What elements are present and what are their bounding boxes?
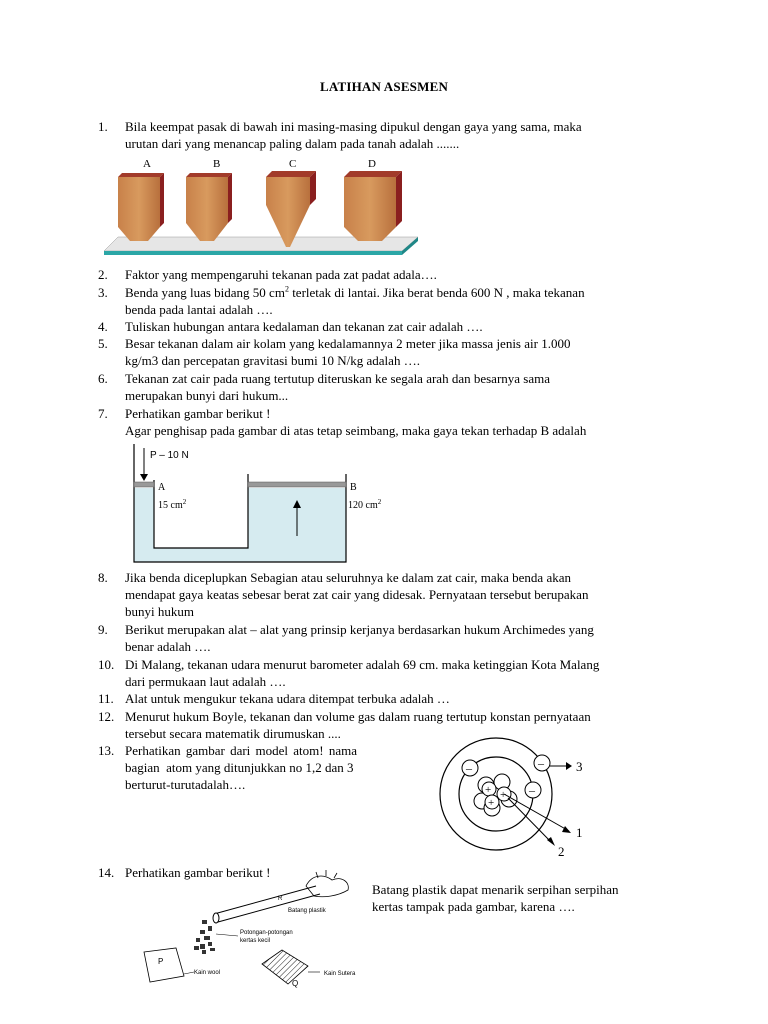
pieces-pointer bbox=[216, 934, 238, 936]
question-text: bunyi hukum bbox=[125, 604, 194, 619]
question-text: urutan dari yang menancap paling dalam pada tanah adalah ....... bbox=[125, 136, 460, 151]
question-text: tersebut secara matematik dirumuskan .... bbox=[125, 726, 341, 741]
question-text: Agar penghisap pada gambar di atas tetap seimbang, maka gaya tekan terhadap B adalah bbox=[125, 423, 587, 438]
electron-sign: – bbox=[538, 756, 544, 770]
silk-label: Kain Sutera bbox=[324, 971, 356, 977]
question-text: Alat untuk mengukur tekana udara ditempat terbuka adalah … bbox=[125, 691, 450, 706]
paper-pieces bbox=[194, 920, 215, 954]
question-number: 2. bbox=[98, 267, 108, 282]
peg-label: D bbox=[368, 158, 376, 170]
question-text: Di Malang, tekanan udara menurut barometer adalah 69 cm. maka ketinggian Kota Malang bbox=[125, 657, 600, 672]
question-text: Menurut hukum Boyle, tekanan dan volume gas dalam ruang tertutup konstan pernyataan bbox=[125, 709, 591, 724]
force-label: P – 10 N bbox=[150, 450, 189, 461]
pegs-figure bbox=[100, 155, 420, 263]
question-number: 4. bbox=[98, 319, 108, 334]
question-text: Bila keempat pasak di bawah ini masing-masing dipukul dengan gaya yang sama, maka bbox=[125, 119, 582, 134]
question-text: Jika benda diceplupkan Sebagian atau seluruhnya ke dalam zat cair, maka benda akan bbox=[125, 570, 571, 585]
rod-label-r: R bbox=[278, 896, 283, 902]
hydraulic-press-figure bbox=[128, 444, 398, 568]
question-number: 5. bbox=[98, 336, 108, 351]
rod-label: Batang plastik bbox=[288, 908, 326, 914]
question-number: 1. bbox=[98, 119, 108, 134]
question-text: kg/m3 dan percepatan gravitasi bumi 10 N/kg adalah …. bbox=[125, 353, 420, 368]
question-number: 12. bbox=[98, 709, 115, 724]
proton-sign: + bbox=[500, 789, 507, 801]
question-number: 7. bbox=[98, 406, 108, 421]
question-text: benda pada lantai adalah …. bbox=[125, 302, 273, 317]
question-number: 11. bbox=[98, 691, 114, 706]
question-number: 6. bbox=[98, 371, 108, 386]
proton-sign: + bbox=[485, 784, 492, 796]
atom-label-1: 1 bbox=[576, 825, 583, 840]
peg-label: C bbox=[289, 158, 297, 170]
atom-label-3: 3 bbox=[576, 759, 583, 774]
peg-c bbox=[266, 171, 316, 247]
proton-sign: + bbox=[488, 797, 495, 809]
peg-b bbox=[186, 173, 232, 241]
question-text: berturut-turutadalah…. bbox=[125, 777, 246, 792]
question-14-description bbox=[372, 881, 702, 915]
peg-a bbox=[118, 173, 164, 241]
wool-label: Kain wool bbox=[194, 970, 221, 976]
question-number: 10. bbox=[98, 657, 115, 672]
cloth-label-p: P bbox=[158, 957, 164, 966]
hand bbox=[306, 876, 348, 897]
pointer-2-head bbox=[547, 837, 555, 846]
question-number: 8. bbox=[98, 570, 108, 585]
question-text: Perhatikan gambar berikut ! bbox=[125, 865, 271, 880]
question-text: Batang plastik dapat menarik serpihan serpihan bbox=[372, 882, 619, 897]
pointer-1-head bbox=[562, 826, 571, 833]
cloth-label-q: Q bbox=[292, 979, 299, 988]
question-text: mendapat gaya keatas sebesar berat zat cair yang didesak. Pernyataan tersebut berupakan bbox=[125, 587, 589, 602]
atom-model-figure bbox=[430, 736, 590, 860]
force-arrowhead bbox=[140, 474, 148, 481]
pieces-label: Potongan-potongan bbox=[240, 930, 293, 936]
piston-b-area: 120 $cm^2$ bbox=[348, 498, 382, 511]
plastic-rod-figure bbox=[128, 868, 368, 1003]
wool-cloth bbox=[144, 948, 184, 982]
question-text: Perhatikan gambar berikut ! bbox=[125, 406, 271, 421]
peg-label: B bbox=[213, 158, 221, 170]
question-number: 14. bbox=[98, 865, 115, 880]
wool-pointer bbox=[184, 972, 194, 974]
pointer-1 bbox=[504, 794, 569, 831]
rod-end bbox=[213, 913, 219, 923]
peg-label: A bbox=[143, 158, 151, 170]
pointer-3-head bbox=[566, 762, 572, 770]
atom-label-2: 2 bbox=[558, 844, 565, 859]
pieces-label: kertas kecil bbox=[240, 938, 271, 944]
question-number: 9. bbox=[98, 622, 108, 637]
peg-d bbox=[344, 171, 402, 241]
question-number: 13. bbox=[98, 743, 115, 758]
question-text: Perhatikan gambar dari model atom! nama bbox=[125, 743, 358, 758]
question-text: benar adalah …. bbox=[125, 639, 211, 654]
superscript: 2 bbox=[284, 284, 289, 294]
question-text: Besar tekanan dalam air kolam yang kedalamannya 2 meter jika massa jenis air 1.000 bbox=[125, 336, 571, 351]
electron-sign: – bbox=[529, 783, 535, 797]
question-text: terletak di lantai. Jika berat benda 600 N , maka tekanan bbox=[288, 285, 585, 300]
piston-a bbox=[134, 482, 154, 487]
container-inner-wall bbox=[154, 474, 248, 548]
page-title: LATIHAN ASESMEN bbox=[319, 79, 449, 94]
question-text: kertas tampak pada gambar, karena …. bbox=[372, 899, 575, 914]
floor-edge bbox=[104, 251, 402, 255]
silk-cloth bbox=[262, 950, 308, 984]
piston-a-label: A bbox=[158, 482, 166, 493]
question-text: bagian atom yang ditunjukkan no 1,2 dan 3 bbox=[125, 760, 354, 775]
question-text: merupakan bunyi dari hukum... bbox=[125, 388, 289, 403]
question-text: Tekanan zat cair pada ruang tertutup diteruskan ke segala arah dan besarnya sama bbox=[125, 371, 551, 386]
question-text: Tuliskan hubungan antara kedalaman dan tekanan zat cair adalah …. bbox=[125, 319, 483, 334]
piston-b-label: B bbox=[350, 482, 357, 493]
electron-sign: – bbox=[466, 761, 472, 775]
piston-b bbox=[248, 482, 346, 487]
question-text: Benda yang luas bidang 50 cm bbox=[125, 285, 285, 300]
question-text: dari permukaan laut adalah …. bbox=[125, 674, 286, 689]
question-number: 3. bbox=[98, 285, 108, 300]
question-text: Faktor yang mempengaruhi tekanan pada zat padat adala…. bbox=[125, 267, 437, 282]
question-text: Berikut merupakan alat – alat yang prinsip kerjanya berdasarkan hukum Archimedes yang bbox=[125, 622, 594, 637]
piston-a-area: 15 $cm^2$ bbox=[158, 498, 187, 511]
